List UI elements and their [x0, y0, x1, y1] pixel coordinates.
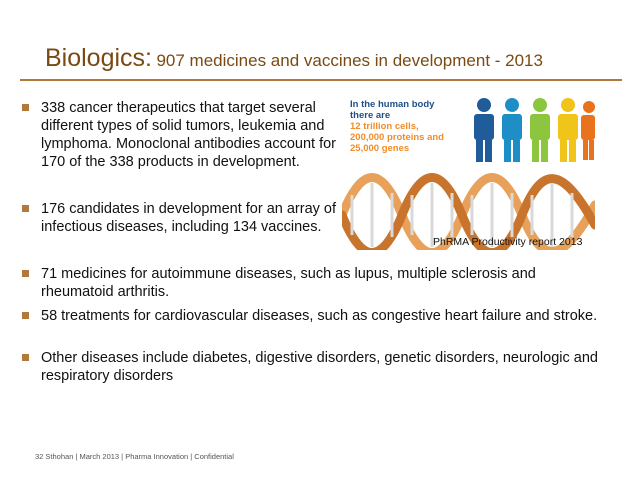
figure-line: 12 trillion cells, [350, 121, 419, 132]
person-icon [581, 101, 595, 160]
bullet-marker [22, 270, 29, 277]
person-icon [530, 98, 550, 162]
figure-line: there are [350, 110, 391, 121]
person-icon [502, 98, 522, 162]
bullet-text: 176 candidates in development for an array of infectious diseases, including 134 vaccines. [41, 201, 337, 235]
title-sub: 907 medicines and vaccines in development - 2013 [156, 51, 543, 70]
bullet-cancer [22, 99, 340, 171]
figure-line: 25,000 genes [350, 143, 410, 154]
bullet-text: 58 treatments for cardiovascular diseases, such as congestive heart failure and stroke. [41, 308, 598, 324]
bullet-text: 71 medicines for autoimmune diseases, such as lupus, multiple sclerosis and rheumatoid arthritis. [41, 266, 536, 300]
human-body-figure [342, 95, 595, 250]
figure-line: In the human body [350, 99, 435, 110]
bullet-marker [22, 205, 29, 212]
figure-text [350, 99, 444, 154]
bullet-marker [22, 354, 29, 361]
person-icon [474, 98, 494, 162]
bullet-infectious [22, 200, 340, 236]
bullet-text: 338 cancer therapeutics that target several different types of solid tumors, leukemia and lymphoma. Monoclonal antibodies account for 170 of the 338 products in development. [41, 100, 336, 170]
figure-caption: PhRMA Productivity report 2013 [433, 236, 583, 248]
slide-title [45, 44, 543, 73]
bullet-autoimmune [22, 265, 602, 301]
person-icons [474, 98, 595, 162]
title-divider [20, 79, 622, 81]
figure-line: 200,000 proteins and [350, 132, 444, 143]
slide-footer: 32 Sthohan | March 2013 | Pharma Innovation | Confidential [35, 452, 234, 461]
bullet-marker [22, 312, 29, 319]
bullet-cardiovascular [22, 307, 602, 325]
person-icon [558, 98, 578, 162]
bullet-other-diseases [22, 349, 602, 385]
title-main: Biologics: [45, 44, 152, 72]
bullet-marker [22, 104, 29, 111]
bullet-text: Other diseases include diabetes, digestive disorders, genetic disorders, neurologic and respiratory disorders [41, 350, 598, 384]
